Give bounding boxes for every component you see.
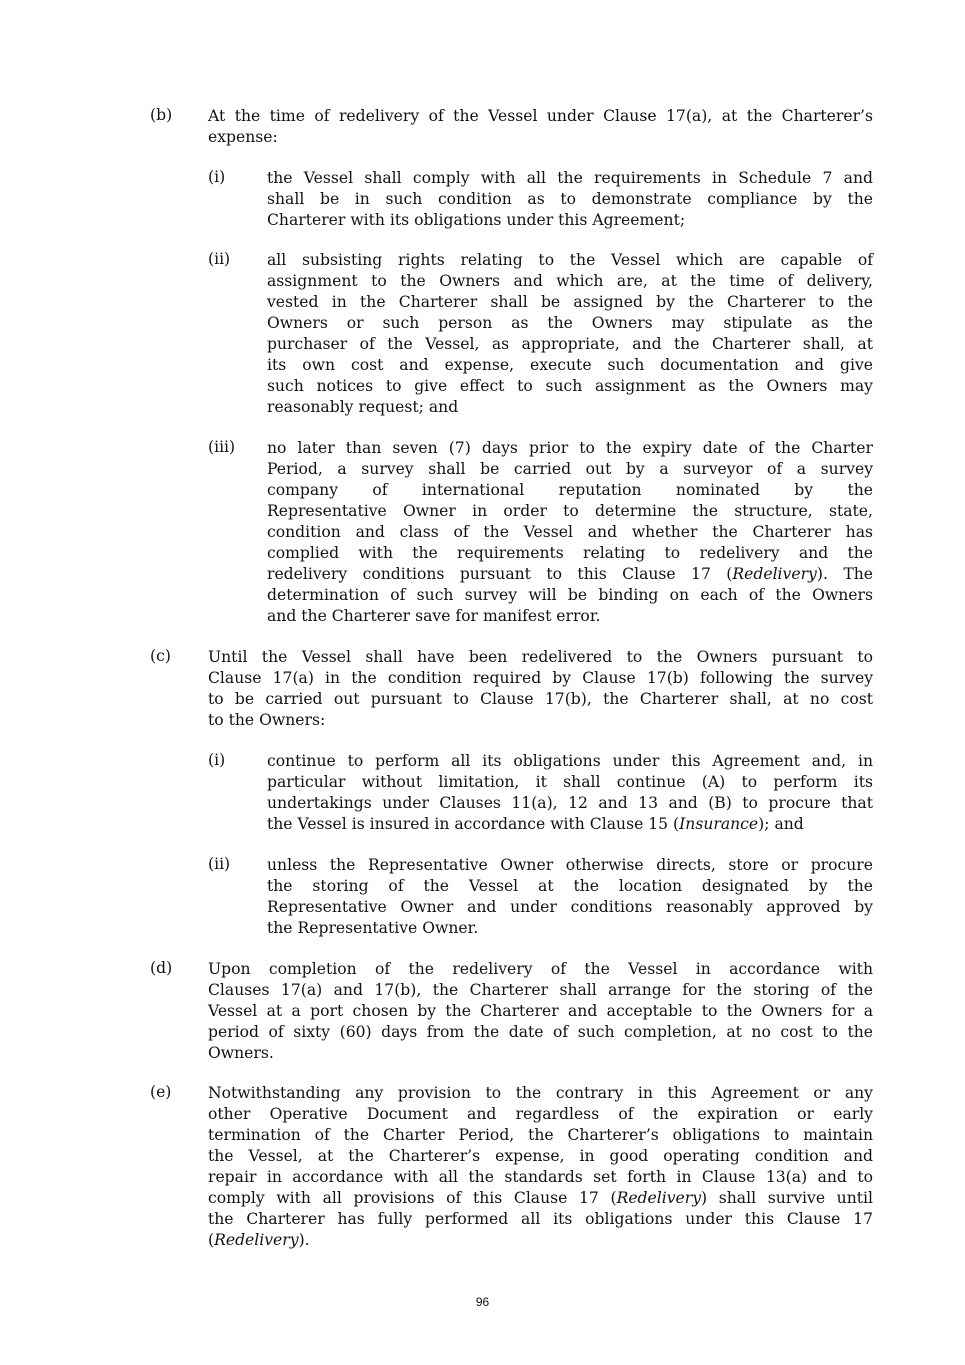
text-line: expense: [208, 128, 278, 146]
text-line: the storing of the Vessel at the location designated by the [267, 877, 873, 895]
text-line: and the Charterer save for manifest error. [267, 607, 601, 625]
text-line: to be carried out pursuant to Clause 17(b), the Charterer shall, at no cost [208, 690, 873, 708]
text-line: Upon completion of the redelivery of the Vessel in accordance with [208, 960, 873, 978]
paragraph-label: (iii) [208, 438, 236, 456]
paragraph-label: (ii) [208, 855, 231, 873]
paragraph-text [267, 168, 873, 231]
text-segment: ) shall survive until [701, 1189, 873, 1207]
text-line: continue to perform all its obligations under this Agreement and, in [267, 752, 873, 770]
text-segment: comply with all provisions of this Clause 17 ( [208, 1189, 617, 1207]
text-line: Clause 17(a) in the condition required by Clause 17(b) following the survey [208, 669, 873, 687]
text-segment: the Vessel is insured in accordance with Clause 15 ( [267, 815, 680, 833]
page-number: 96 [475, 1295, 490, 1309]
text-line: such notices to give effect to such assignment as the Owners may [267, 377, 873, 395]
paragraph-text [267, 751, 873, 835]
text-line: purchaser of the Vessel, as appropriate, and the Charterer shall, at [267, 335, 873, 353]
paragraph-text [267, 438, 873, 627]
paragraph-label: (i) [208, 751, 226, 769]
text-line [208, 1230, 873, 1251]
paragraph-text [208, 1083, 873, 1251]
text-line: Vessel at a port chosen by the Charterer and acceptable to the Owners for a [208, 1002, 873, 1020]
text-line: other Operative Document and regardless of the expiration or early [208, 1105, 873, 1123]
text-line: Representative Owner and under conditions reasonably approved by [267, 898, 873, 916]
text-segment: ). [298, 1231, 310, 1249]
paragraph-text [267, 855, 873, 939]
text-line: repair in accordance with all the standards set forth in Clause 13(a) and to [208, 1168, 873, 1186]
italic-reference: Redelivery [214, 1231, 299, 1249]
text-line: Representative Owner in order to determine the structure, state, [267, 502, 873, 520]
text-line: no later than seven (7) days prior to the expiry date of the Charter [267, 439, 873, 457]
paragraph-text [267, 250, 873, 418]
text-line: period of sixty (60) days from the date of such completion, at no cost to the [208, 1023, 873, 1041]
paragraph-label: (c) [150, 647, 171, 665]
text-segment: ). The [816, 565, 873, 583]
text-line: complied with the requirements relating to redelivery and the [267, 544, 873, 562]
italic-reference: Insurance [679, 815, 759, 833]
text-line: its own cost and expense, execute such documentation and give [267, 356, 873, 374]
text-line: unless the Representative Owner otherwise directs, store or procure [267, 856, 873, 874]
text-line: the Representative Owner. [267, 919, 479, 937]
text-segment: ( [208, 1231, 215, 1249]
text-line: vested in the Charterer shall be assigned by the Charterer to the [267, 293, 873, 311]
text-line: Notwithstanding any provision to the contrary in this Agreement or any [208, 1084, 873, 1102]
text-line [267, 564, 873, 585]
text-line: Period, a survey shall be carried out by a surveyor of a survey [267, 460, 873, 478]
text-line: company of international reputation nominated by the [267, 481, 873, 499]
text-line: to the Owners: [208, 711, 326, 729]
text-line: Charterer with its obligations under this Agreement; [267, 211, 686, 229]
text-line: Until the Vessel shall have been redelivered to the Owners pursuant to [208, 648, 873, 666]
paragraph-label: (d) [150, 959, 173, 977]
text-line [267, 814, 873, 835]
text-line: At the time of redelivery of the Vessel under Clause 17(a), at the Charterer’s [208, 107, 873, 125]
text-line: condition and class of the Vessel and whether the Charterer has [267, 523, 873, 541]
text-line: Owners or such person as the Owners may stipulate as the [267, 314, 873, 332]
paragraph-label: (ii) [208, 250, 231, 268]
paragraph-label: (i) [208, 168, 226, 186]
italic-reference: Redelivery [732, 565, 817, 583]
paragraph-text [208, 959, 873, 1064]
text-line [208, 1188, 873, 1209]
text-line: determination of such survey will be binding on each of the Owners [267, 586, 873, 604]
paragraph-text [208, 106, 873, 148]
text-line: Owners. [208, 1044, 274, 1062]
text-segment: redelivery conditions pursuant to this Clause 17 ( [267, 565, 733, 583]
text-line: shall be in such condition as to demonstrate compliance by the [267, 190, 873, 208]
paragraph-text [208, 647, 873, 731]
text-segment: ); and [758, 815, 804, 833]
italic-reference: Redelivery [616, 1189, 702, 1207]
text-line: all subsisting rights relating to the Vessel which are capable of [267, 251, 873, 269]
paragraph-label: (e) [150, 1083, 172, 1101]
text-line: undertakings under Clauses 11(a), 12 and 13 and (B) to procure that [267, 794, 873, 812]
text-line: the Charterer has fully performed all its obligations under this Clause 17 [208, 1210, 873, 1228]
text-line: termination of the Charter Period, the Charterer’s obligations to maintain [208, 1126, 873, 1144]
text-line: reasonably request; and [267, 398, 459, 416]
text-line: particular without limitation, it shall continue (A) to perform its [267, 773, 873, 791]
text-line: Clauses 17(a) and 17(b), the Charterer shall arrange for the storing of the [208, 981, 873, 999]
text-line: the Vessel shall comply with all the requirements in Schedule 7 and [267, 169, 873, 187]
paragraph-label: (b) [150, 106, 173, 124]
text-line: the Vessel, at the Charterer’s expense, in good operating condition and [208, 1147, 873, 1165]
text-line: assignment to the Owners and which are, at the time of delivery, [267, 272, 873, 290]
